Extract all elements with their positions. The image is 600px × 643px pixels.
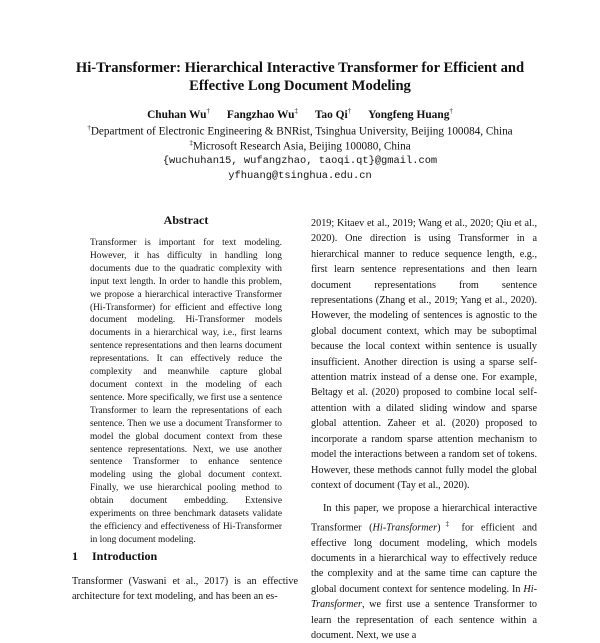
affiliation: †Department of Electronic Engineering & BNRist, Tsinghua University, Beijing 100084, China (87, 124, 513, 138)
author-list (0, 107, 600, 121)
author: Fangzhao Wu‡ (226, 107, 299, 121)
introduction-body: Transformer (Vaswani et al., 2017) is an effective architecture for text modeling, and has been an es- (72, 576, 298, 603)
email-line: {wuchuhan15, wufangzhao, taoqi.qt}@gmail.com (162, 155, 438, 167)
abstract-body: Transformer is important for text modeling. However, it has difficulty in handling long documents due to the quadratic complexity with input text length. In order to handle this problem, we propose a hierarchical interactive Transformer (Hi-Transformer) for efficient and effective long document modeling. Hi-Transformer models documents in a hierarchical way, i.e., first learns sentence representations and then learns document representations. It can effectively reduce the complexity and meanwhile capture global document context in the modeling of each sentence. More specifically, we first use a sentence Transformer to learn the representations of each sentence. Then we use a document Transformer to model the global document context from these sentence representations. Next, we use another sentence Transformer to enhance sentence modeling using the global document context. Finally, we use hierarchical pooling method to obtain document embedding. Extensive experiments on three benchmark datasets validate the efficiency and effectiveness of Hi-Transformer in long document modeling. (90, 238, 282, 545)
abstract-heading: Abstract (163, 213, 209, 227)
author: Tao Qi† (314, 107, 352, 121)
right-column-body (311, 216, 537, 643)
section-heading: 1 Introduction (72, 549, 158, 563)
email-line: yfhuang@tsinghua.edu.cn (228, 170, 372, 182)
affiliation: ‡Microsoft Research Asia, Beijing 100080, China (189, 139, 411, 153)
author: Chuhan Wu† (147, 107, 211, 121)
paper-title: Hi-Transformer: Hierarchical Interactive Transformer for Efficient and Effective Long Document Modeling (75, 60, 525, 94)
author: Yongfeng Huang† (368, 107, 453, 121)
paragraph: In this paper, we propose a hierarchical interactive Transformer (Hi-Transformer)‡ for efficient and effective long document modeling, which models documents in a hierarchical way to effectively reduce the complexity and at the same time can capture the global document context for sentence modeling. In Hi-Transformer, we first use a sentence Transformer to learn the representation of each sentence within a document. Next, we use a (311, 503, 538, 641)
paragraph: 2019; Kitaev et al., 2019; Wang et al., 2020; Qiu et al., 2020). One direction is using Transformer in a hierarchical manner to reduce sequence length, e.g., first learn sentence representations and then learn document representations from sentence representations (Zhang et al., 2019; Yang et al., 2020). However, the modeling of sentences is agnostic to the global document context, which may be suboptimal because the local context within sentence is usually insufficient. Another direction is using a sparse self-attention matrix instead of a dense one. For example, Beltagy et al. (2020) proposed to combine local self-attention with a dilated sliding window and sparse global attention. Zaheer et al. (2020) proposed to incorporate a random sparse attention mechanism to model the interactions between a random set of tokens. However, these methods cannot fully model the global context of document (Tay et al., 2020). (311, 218, 537, 491)
